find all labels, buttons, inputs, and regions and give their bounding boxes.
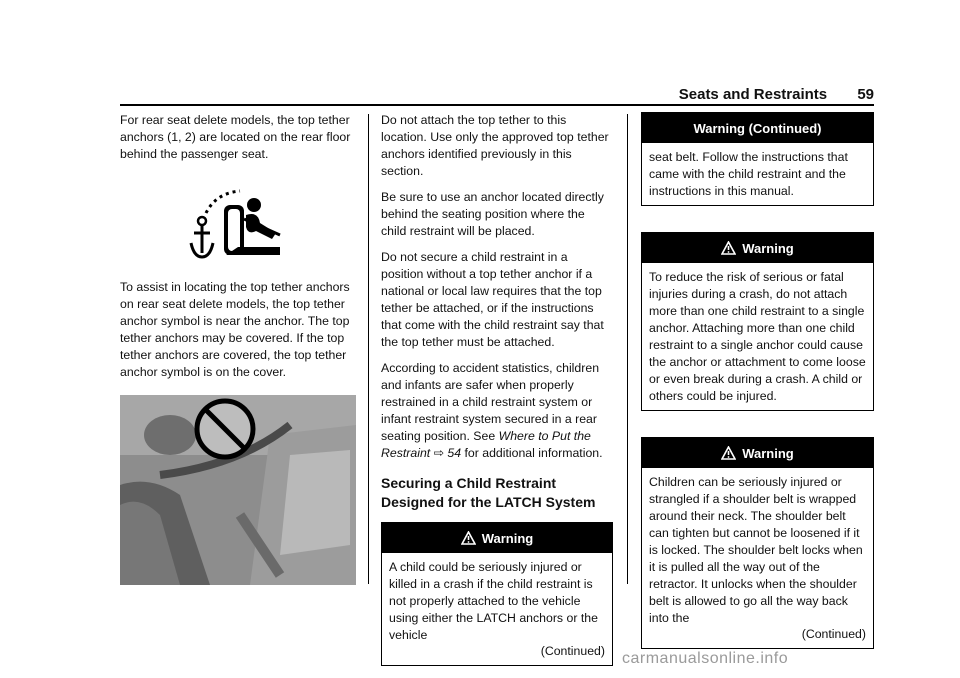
warning-triangle-icon [461,531,476,545]
paragraph: Do not attach the top tether to this location. Use only the approved top tether anchors identified previously in this section. [381,113,609,178]
warning-text: seat belt. Follow the instructions that came with the child restraint and the instructions in this manual. [649,150,848,198]
warning-text: To reduce the risk of serious or fatal injuries during a crash, do not attach more than one child restraint to a single anchor. Attaching more than one child restraint to a single anchor could cause the anchor or attachment to come loose or even break during a crash. A child or others could be injured. [649,270,866,403]
warning-header [642,438,873,468]
column-divider [627,114,628,584]
warning-text: Children can be seriously injured or strangled if a shoulder belt is wrapped around their neck. The shoulder belt can tighten but cannot be loosened if it is locked. The shoulder belt locks when it is pulled all the way out of the retractor. It unlocks when the shoulder belt is allowed to go all the way back into the [649,475,863,625]
paragraph: Do not secure a child restraint in a position without a top tether anchor if a national or local law requires that the top tether be attached, or if the instructions that come with the child restraint say that the top tether must be attached. [381,250,604,349]
page-number: 59 [857,86,874,103]
column-1 [120,112,356,585]
cross-reference-page[interactable]: 54 [447,446,462,460]
warning-header [382,523,612,553]
warning-title: Warning [742,241,794,256]
continued-label: (Continued) [801,627,866,641]
column-divider [368,114,369,584]
warning-title: Warning [481,531,534,546]
warning-header: Warning (Continued) [642,113,873,143]
paragraph: For rear seat delete models, the top tether anchors (1, 2) are located on the rear floor behind the passenger seat. [120,113,351,161]
column-2 [381,112,613,666]
paragraph-text: According to accident statistics, children and infants are safer when properly restrained in a child restraint system or infant restraint system secured in a rear seating position. See [381,361,600,443]
page-header [679,86,874,103]
warning-box [641,232,874,411]
section-title: Seats and Restraints [678,86,828,103]
cross-reference-link[interactable]: Where to Put the Restraint [381,429,591,460]
top-tether-anchor-symbol-icon [188,183,288,265]
paragraph-text: for additional information. [461,446,603,460]
warning-triangle-icon [721,446,736,460]
warning-triangle-icon [721,241,736,255]
warning-box [381,522,613,666]
paragraph: To assist in locating the top tether anchors on rear seat delete models, the top tether anchor symbol is near the anchor. The top tether anchors may be covered. If the top tether anchors are covered, the top tether anchor symbol is on the cover. [120,280,350,379]
section-subheading: Securing a Child Restraint Designed for the LATCH System [381,475,596,510]
warning-text: A child could be seriously injured or killed in a crash if the child restraint is not properly attached to the vehicle using either the LATCH anchors or the vehicle [389,560,598,642]
warning-box [641,437,874,649]
column-3 [641,112,874,649]
page-arrow-icon: ⇨ [430,446,448,460]
warning-title: Warning [742,446,794,461]
rear-floor-photo [120,395,356,585]
warning-box-continued [641,112,874,206]
warning-header [642,233,873,263]
paragraph [381,360,613,462]
continued-label: (Continued) [540,644,605,658]
watermark: carmanualsonline.info [622,650,789,667]
header-rule [120,104,874,106]
paragraph: Be sure to use an anchor located directly behind the seating position where the child restraint will be placed. [381,190,604,238]
